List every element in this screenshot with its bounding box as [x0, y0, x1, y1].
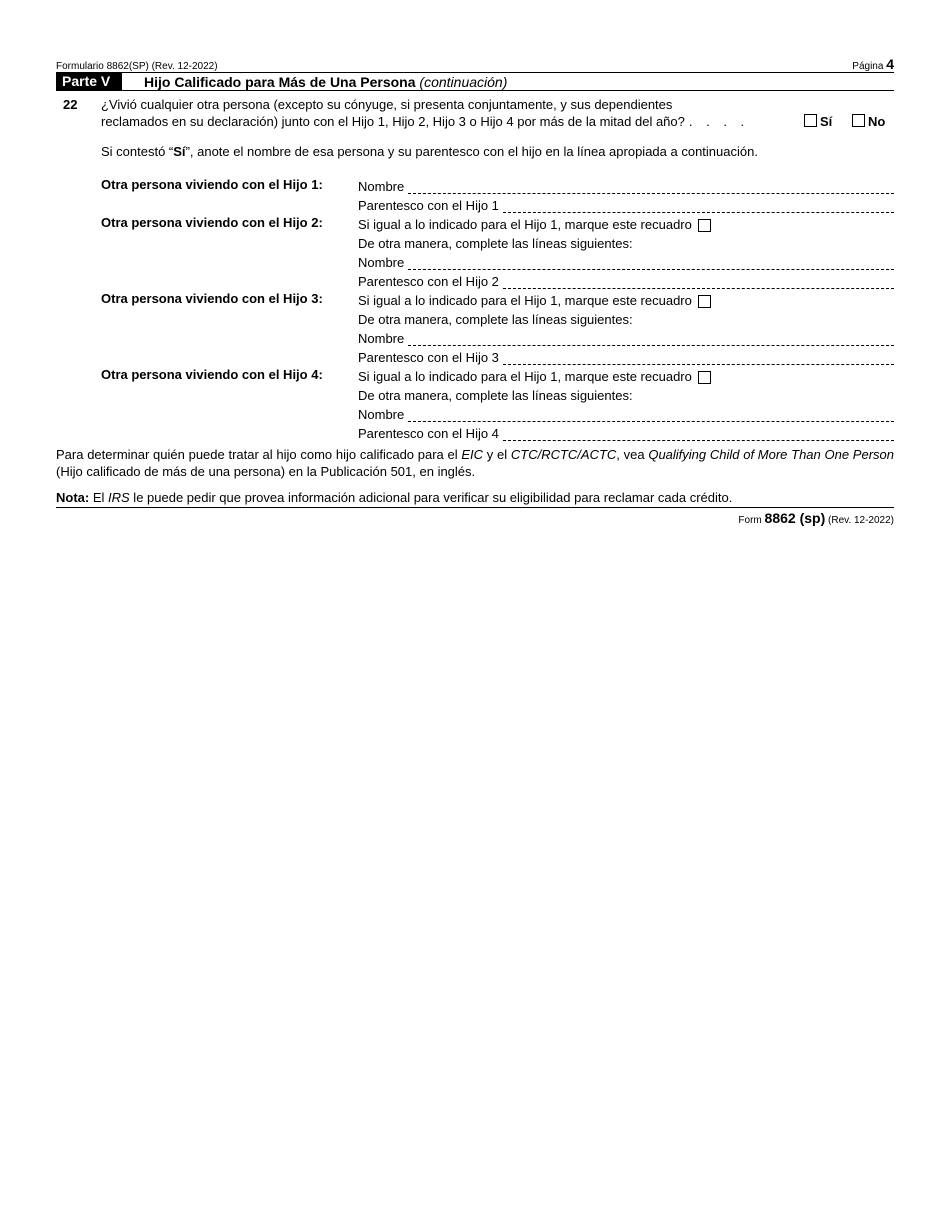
nota-paragraph: Nota: El IRS le puede pedir que provea información adicional para verificar su eligibilidad para reclamar cada crédito. [56, 490, 894, 508]
hijo-1-section [56, 175, 894, 213]
hijo-3-parentesco-row: Parentesco con el Hijo 3 [358, 346, 894, 365]
hijo-3-parentesco-field[interactable] [503, 350, 894, 365]
hijo-4-same-checkbox[interactable] [698, 371, 711, 384]
part-label: Parte V [56, 73, 122, 90]
hijo-4-section: Otra persona viviendo con el Hijo 4: Si igual a lo indicado para el Hijo 1, marque este recuadro De otra manera, complete las líneas siguientes: Nombre Parentesco con el Hijo 4 [56, 365, 894, 441]
hijo-2-nombre-field[interactable] [408, 255, 894, 270]
hijo-1-parentesco-row: Parentesco con el Hijo 1 [358, 194, 894, 213]
hijo-3-same-checkbox[interactable] [698, 295, 711, 308]
question-text: ¿Vivió cualquier otra persona (excepto su cónyuge, si presenta conjuntamente, y sus dependientes reclamados en su declaración) junto con el Hijo 1, Hijo 2, Hijo 3 o Hijo 4 por más de la mitad del año? . . . . [101, 97, 750, 129]
hijo-2-nombre-row: Nombre [358, 251, 894, 270]
yes-instructions: Si contestó “Sí”, anote el nombre de esa persona y su parentesco con el hijo en la línea apropiada a continuación. [101, 144, 758, 159]
form-page [56, 54, 894, 526]
hijo-2-same-checkbox[interactable] [698, 219, 711, 232]
hijo-4-parentesco-field[interactable] [503, 426, 894, 441]
hijo-2-parentesco-row: Parentesco con el Hijo 2 [358, 270, 894, 289]
hijo-3-label: Otra persona viviendo con el Hijo 3: [101, 291, 323, 306]
hijo-3-nombre-row: Nombre [358, 327, 894, 346]
hijo-4-nombre-row: Nombre [358, 403, 894, 422]
hijo-4-parentesco-row: Parentesco con el Hijo 4 [358, 422, 894, 441]
page-number: Página 4 [852, 56, 894, 72]
determination-paragraph: Para determinar quién puede tratar al hijo como hijo calificado para el EIC y el CTC/RCTC/ACTC, vea Qualifying Child of More Than One Person (Hijo calificado de más de una persona) en la Publicación 501, en inglés. [56, 447, 894, 479]
hijo-4-nombre-field[interactable] [408, 407, 894, 422]
hijo-2-parentesco-field[interactable] [503, 274, 894, 289]
page-footer: Form 8862 (sp) (Rev. 12-2022) [738, 510, 894, 526]
yes-checkbox[interactable] [804, 114, 817, 127]
hijo-3-nombre-field[interactable] [408, 331, 894, 346]
yes-option: Sí [804, 113, 832, 130]
question-22 [56, 96, 894, 130]
form-id: Formulario 8862(SP) (Rev. 12-2022) [56, 61, 218, 72]
hijo-2-label: Otra persona viviendo con el Hijo 2: [101, 215, 323, 230]
question-number: 22 [63, 97, 78, 112]
hijo-1-label: Otra persona viviendo con el Hijo 1: [101, 177, 323, 192]
hijo-3-section: Otra persona viviendo con el Hijo 3: Si igual a lo indicado para el Hijo 1, marque este recuadro De otra manera, complete las líneas siguientes: Nombre Parentesco con el Hijo 3 [56, 289, 894, 365]
hijo-4-label: Otra persona viviendo con el Hijo 4: [101, 367, 323, 382]
hijo-1-parentesco-field[interactable] [503, 198, 894, 213]
hijo-1-nombre-row: Nombre [358, 175, 894, 194]
page-header [56, 54, 894, 73]
part-header [56, 73, 894, 91]
no-option: No [852, 113, 885, 130]
hijo-2-section: Otra persona viviendo con el Hijo 2: Si igual a lo indicado para el Hijo 1, marque este recuadro De otra manera, complete las líneas siguientes: Nombre Parentesco con el Hijo 2 [56, 213, 894, 289]
no-checkbox[interactable] [852, 114, 865, 127]
part-title: Hijo Calificado para Más de Una Persona (continuación) [144, 73, 508, 90]
hijo-1-nombre-field[interactable] [408, 179, 894, 194]
